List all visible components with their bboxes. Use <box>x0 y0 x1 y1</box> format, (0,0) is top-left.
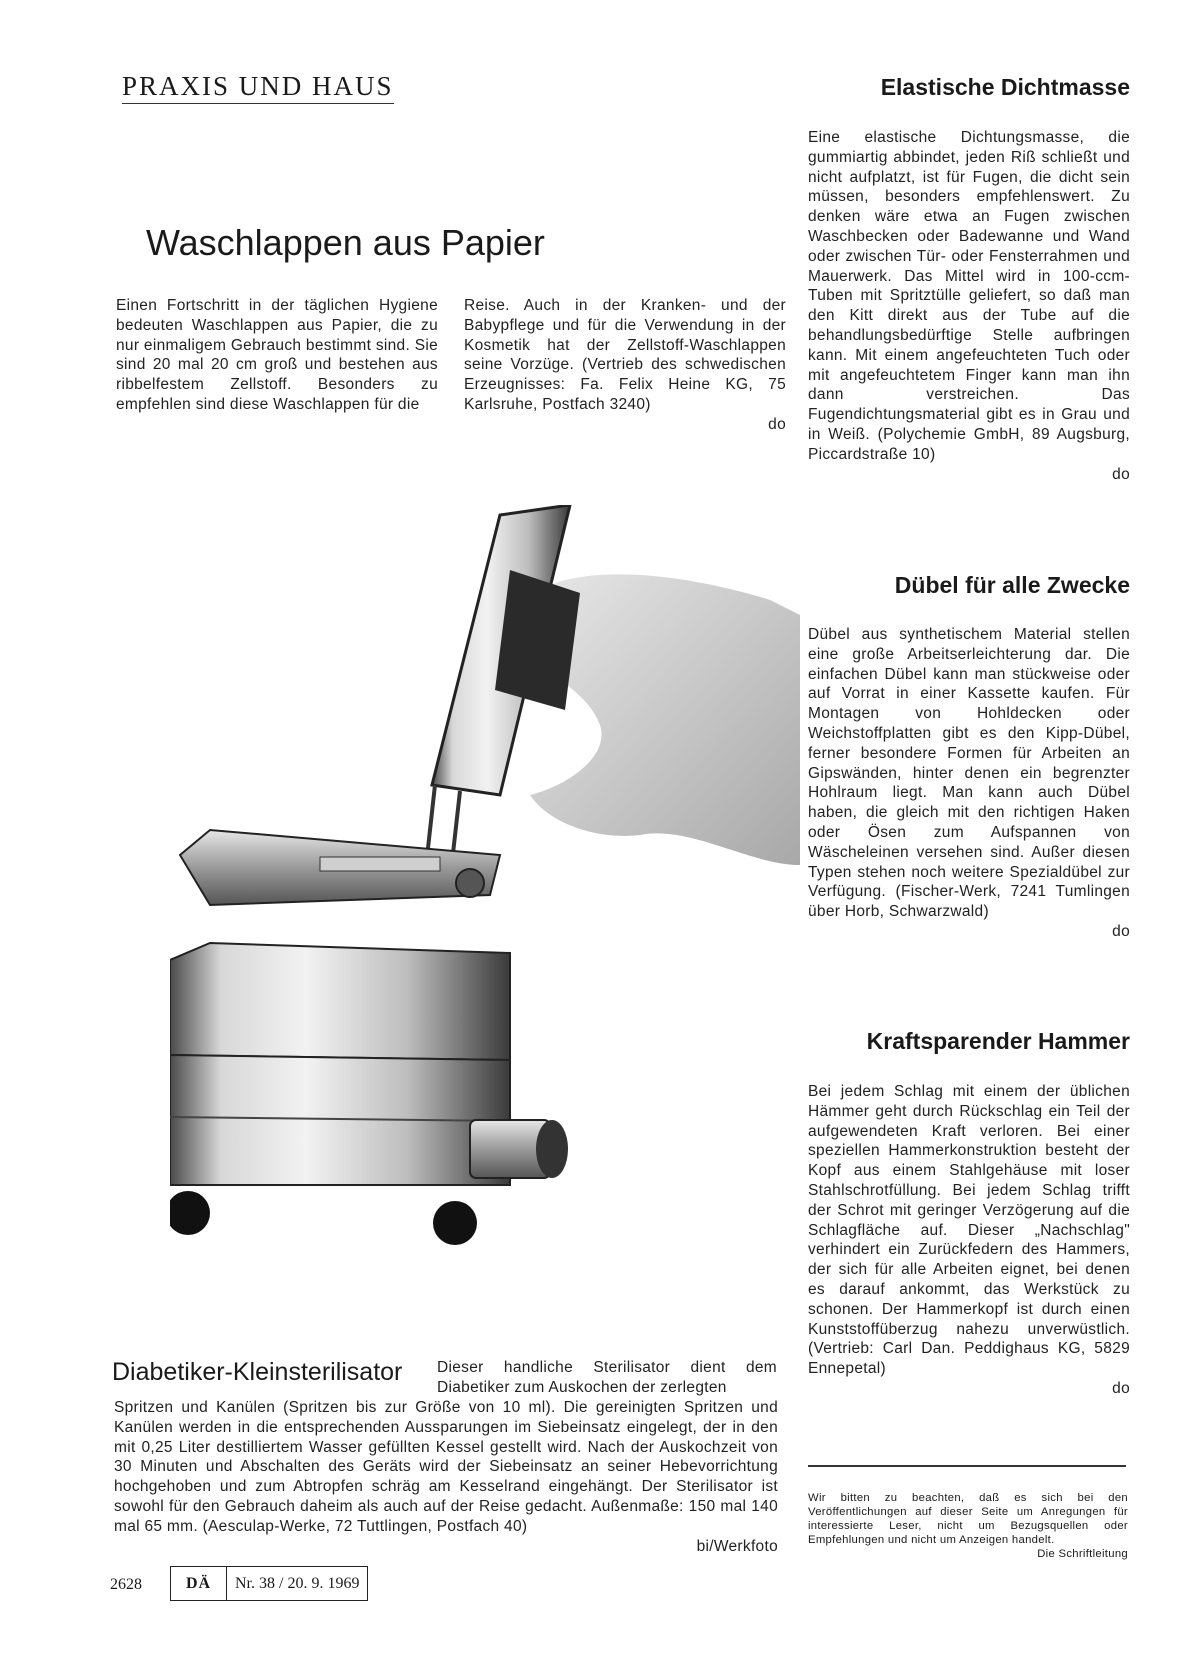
article-duebel <box>808 625 1130 942</box>
signature: do <box>768 415 786 433</box>
journal-logo: DÄ <box>171 1567 227 1600</box>
article-dichtmasse <box>808 128 1130 484</box>
article-sterilisator-intro: Dieser handliche Sterilisator dient dem Diabetiker zum Auskochen der zerlegten <box>437 1359 777 1396</box>
page-number: 2628 <box>110 1576 142 1593</box>
article-title-dichtmasse: Elastische Dichtmasse <box>880 74 1130 100</box>
article-waschlappen-col2-text: Reise. Auch in der Kranken- und der Babypflege und für die Verwendung in der Kosmetik hat der Zellstoff-Waschlappen seine Vorzüge. (Vertrieb des schwedischen Erzeugnisses: Fa. Felix Heine KG, 75 Karlsruhe, Postfach 3240) <box>464 297 786 413</box>
article-title-hammer: Kraftsparender Hammer <box>866 1028 1130 1054</box>
editorial-note <box>808 1491 1128 1561</box>
editorial-note-text: Wir bitten zu beachten, daß es sich bei den Veröffentlichungen auf dieser Seite um Anregungen für interessierte Leser, nicht um Bezugsquellen oder Empfehlungen und nicht um Anzeigen handelt. <box>808 1492 1128 1546</box>
article-waschlappen-col2 <box>464 296 786 435</box>
section-header: PRAXIS UND HAUS <box>122 72 394 104</box>
article-dichtmasse-text: Eine elastische Dichtungsmasse, die gummiartig abbindet, jeden Riß schließt und nicht aufplatzt, ist für Fugen, die dicht sein müssen, besonders empfehlenswert. Zu denken wäre etwa an Fugen zwischen Waschbecken oder Badewanne und Wand oder zwischen Tür- oder Fensterrahmen und Mauerwerk. Das Mittel wird in 100-ccm-Tuben mit Spritztülle geliefert, so daß man den Kitt direkt aus der Tube auf die behandlungsbedürftige Stelle aufbringen kann. Mit einem angefeuchteten Tuch oder mit angefeuchtetem Finger kann man ihn dann verstreichen. Das Fugendichtungsmaterial gibt es in Grau und in Weiß. (Polychemie GmbH, 89 Augsburg, Piccardstraße 10) <box>808 129 1130 463</box>
article-waschlappen-col1: Einen Fortschritt in der täglichen Hygiene bedeuten Waschlappen aus Papier, die zu nur einmaligem Gebrauch bestimmt sind. Sie sind 20 mal 20 cm groß und bestehen aus ribbelfestem Zellstoff. Besonders zu empfehlen sind diese Waschlappen für die <box>116 297 438 413</box>
article-sterilisator <box>114 1398 778 1556</box>
issue-info: Nr. 38 / 20. 9. 1969 <box>235 1574 360 1592</box>
article-title-sterilisator: Diabetiker-Kleinsterilisator <box>112 1358 403 1386</box>
signature: Die Schriftleitung <box>1037 1548 1128 1560</box>
footer-issue-box <box>170 1566 368 1601</box>
signature: bi/Werkfoto <box>696 1537 778 1555</box>
article-hammer <box>808 1082 1130 1399</box>
article-hammer-text: Bei jedem Schlag mit einem der üblichen Hämmer geht durch Rückschlag ein Teil der aufgewendeten Kraft verloren. Bei einer speziellen Hammerkonstruktion besteht der Kopf aus einem Stahlgehäuse mit loser Stahlschrotfüllung. Bei jedem Schlag trifft der Schrot mit geringer Verzögerung auf die Schlagfläche auf. Dieser „Nachschlag" verhindert ein Zurückfedern des Hammers, der sich für alle Arbeiten eignet, bei denen es darauf ankommt, das Werkstück zu schonen. Der Hammerkopf ist durch einen Kunststoffüberzug nahezu unverwüstlich. (Vertrieb: Carl Dan. Peddighaus KG, 5829 Ennepetal) <box>808 1083 1130 1378</box>
signature: do <box>1112 922 1130 940</box>
article-title-duebel: Dübel für alle Zwecke <box>894 572 1130 598</box>
signature: do <box>1112 465 1130 483</box>
divider <box>808 1465 1126 1467</box>
article-sterilisator-text: Spritzen und Kanülen (Spritzen bis zur Größe von 10 ml). Die gereinigten Spritzen und Kanülen werden in die entsprechenden Aussparungen im Siebeinsatz eingelegt, der in den mit 0,25 Liter destilliertem Wasser gefüllten Kessel gestellt wird. Nach der Auskochzeit von 30 Minuten und Abschalten des Geräts wird der Siebeinsatz an seiner Hebevorrichtung hochgehoben und zum Abtropfen schräg am Kesselrand eingehängt. Der Sterilisator ist sowohl für den Gebrauch daheim als auch auf der Reise gedacht. Außenmaße: 150 mal 140 mal 65 mm. (Aesculap-Werke, 72 Tuttlingen, Postfach 40) <box>114 1399 778 1535</box>
sterilizer-photo <box>170 505 800 1335</box>
article-duebel-text: Dübel aus synthetischem Material stellen eine große Arbeitserleichterung dar. Die einfachen Dübel kann man stückweise oder auf Vorrat in einer Kassette kaufen. Für Montagen von Hohldecken oder Weichstoffplatten gibt es den Kipp-Dübel, ferner besondere Formen für Arbeiten an Gipswänden, hinter denen ein begrenzter Hohlraum liegt. Man kann auch Dübel haben, die gleich mit den richtigen Haken oder Ösen zum Aufspannen von Wäscheleinen versehen sind. Außer diesen Typen stehen noch weitere Spezialdübel zur Verfügung. (Fischer-Werk, 7241 Tumlingen über Horb, Schwarzwald) <box>808 626 1130 921</box>
signature: do <box>1112 1379 1130 1397</box>
article-title-waschlappen: Waschlappen aus Papier <box>146 222 545 263</box>
